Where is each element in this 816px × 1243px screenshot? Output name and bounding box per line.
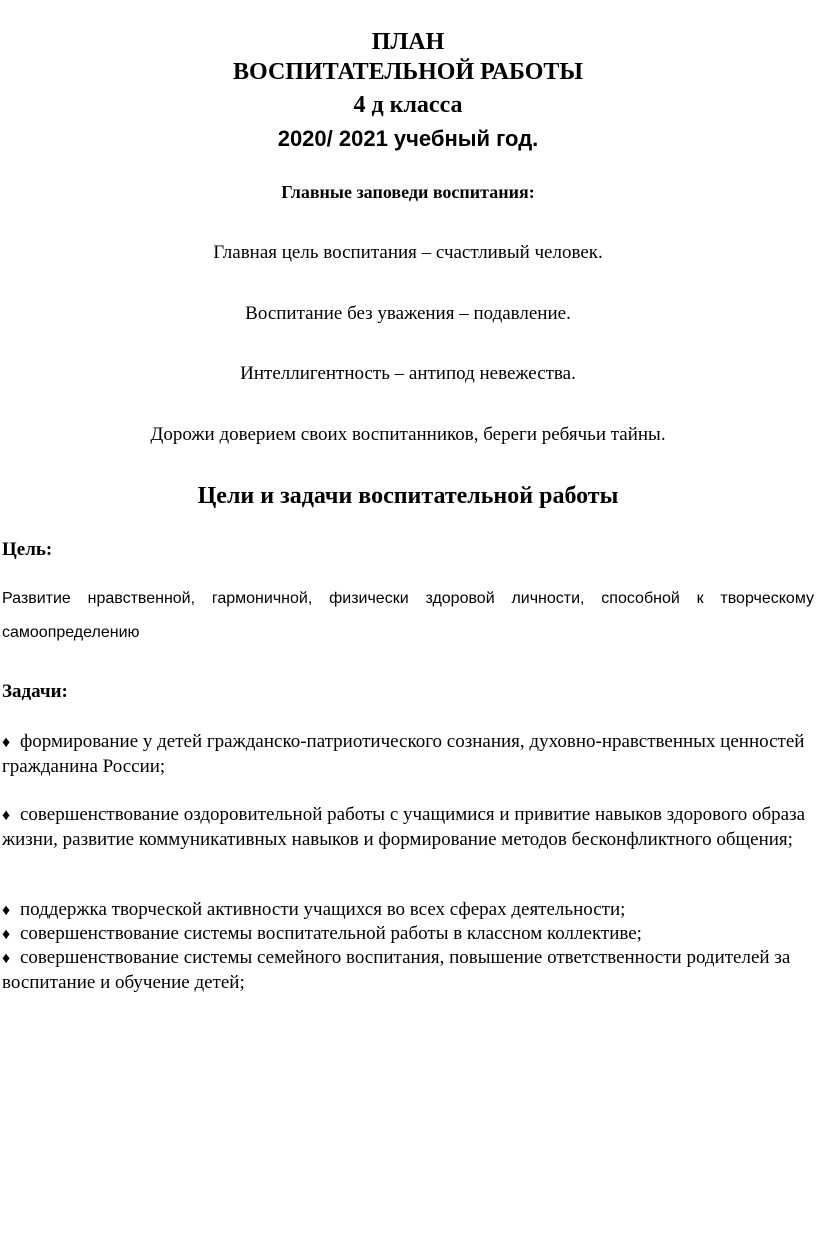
commandment-item: Дорожи доверием своих воспитанников, береги ребячьи тайны. xyxy=(150,424,666,445)
title-class: 4 д класса xyxy=(353,92,463,118)
task-text: совершенствование системы воспитательной работы в классном коллективе; xyxy=(20,923,642,944)
goals-section-heading: Цели и задачи воспитательной работы xyxy=(197,483,619,509)
title-school-year: 2020/ 2021 учебный год. xyxy=(277,126,539,151)
diamond-bullet-icon: ♦ xyxy=(2,807,11,824)
title-plan: ПЛАН xyxy=(371,29,445,55)
task-item xyxy=(2,898,808,923)
commandment-item: Интеллигентность – антипод невежества. xyxy=(240,363,576,384)
diamond-bullet-icon: ♦ xyxy=(2,950,11,967)
commandments-title: Главные заповеди воспитания: xyxy=(281,182,535,202)
title-subject: ВОСПИТАТЕЛЬНОЙ РАБОТЫ xyxy=(233,59,583,85)
task-text: формирование у детей гражданско-патриотического сознания, духовно-нравственных ценностей гражданина России; xyxy=(2,731,805,777)
goal-text: Развитие нравственной, гармоничной, физически здоровой личности, способной к творческому самоопределению xyxy=(2,590,814,641)
tasks-label: Задачи: xyxy=(2,681,68,702)
diamond-bullet-icon: ♦ xyxy=(2,926,11,943)
task-text: совершенствование системы семейного воспитания, повышение ответственности родителей за воспитание и обучение детей; xyxy=(2,947,791,993)
task-text: совершенствование оздоровительной работы с учащимися и привитие навыков здорового образа жизни, развитие коммуникативных навыков и формирование методов бесконфликтного общения; xyxy=(2,804,806,850)
task-text: поддержка творческой активности учащихся во всех сферах деятельности; xyxy=(20,899,626,920)
diamond-bullet-icon: ♦ xyxy=(2,734,11,751)
task-item xyxy=(2,922,808,947)
commandment-item: Воспитание без уважения – подавление. xyxy=(245,303,571,324)
task-item xyxy=(2,803,808,852)
commandment-item: Главная цель воспитания – счастливый человек. xyxy=(213,242,603,263)
diamond-bullet-icon: ♦ xyxy=(2,902,11,919)
goal-label: Цель: xyxy=(2,539,53,560)
task-item xyxy=(2,730,808,779)
task-item xyxy=(2,946,808,995)
